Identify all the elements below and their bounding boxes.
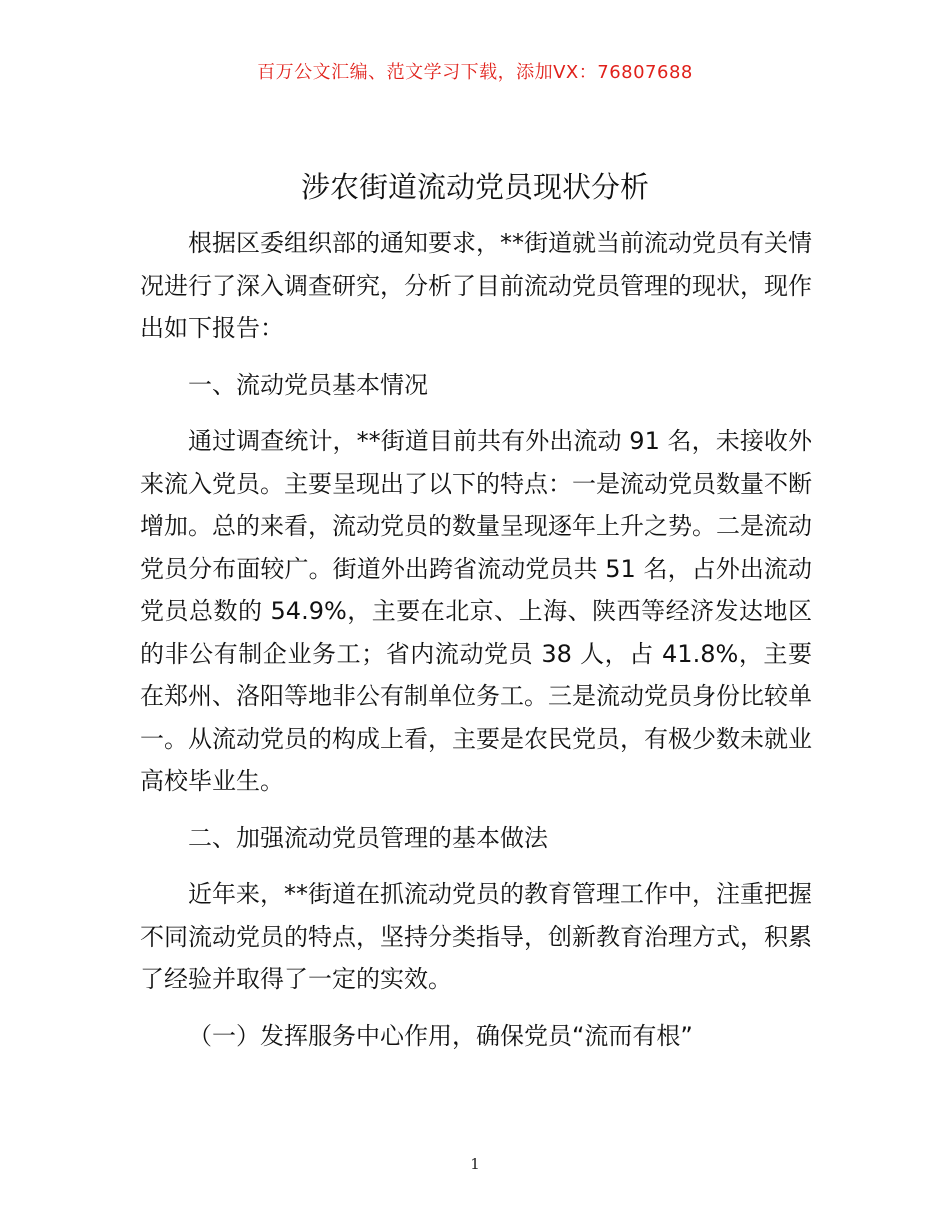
header-watermark-note: 百万公文汇编、范文学习下载，添加VX：76807688	[257, 62, 693, 83]
intro-paragraph: 根据区委组织部的通知要求，**街道就当前流动党员有关情况进行了深入调查研究，分析了目前流动党员管理的现状，现作出如下报告：	[140, 229, 812, 342]
document-title: 涉农街道流动党员现状分析	[300, 170, 649, 204]
page-number: 1	[470, 1155, 480, 1173]
document-body	[140, 222, 812, 1071]
subsection-heading-1: （一）发挥服务中心作用，确保党员“流而有根”	[188, 1021, 693, 1050]
section-2-paragraph: 近年来，**街道在抓流动党员的教育管理工作中，注重把握不同流动党员的特点，坚持分类指导，创新教育治理方式，积累了经验并取得了一定的实效。	[140, 880, 812, 993]
section-heading-1: 一、流动党员基本情况	[188, 370, 428, 399]
section-heading-2: 二、加强流动党员管理的基本做法	[188, 823, 548, 852]
section-1-paragraph: 通过调查统计，**街道目前共有外出流动 91 名，未接收外来流入党员。主要呈现出了以下的特点：一是流动党员数量不断增加。总的来看，流动党员的数量呈现逐年上升之势。二是流动党员分布面较广。街道外出跨省流动党员共 51 名，占外出流动党员总数的 54.9%，主要在北京、上海、陕西等经济发达地区的非公有制企业务工；省内流动党员 38 人，占 41.8%，主要在郑州、洛阳等地非公有制单位务工。三是流动党员身份比较单一。从流动党员的构成上看，主要是农民党员，有极少数未就业高校毕业生。	[140, 427, 812, 795]
